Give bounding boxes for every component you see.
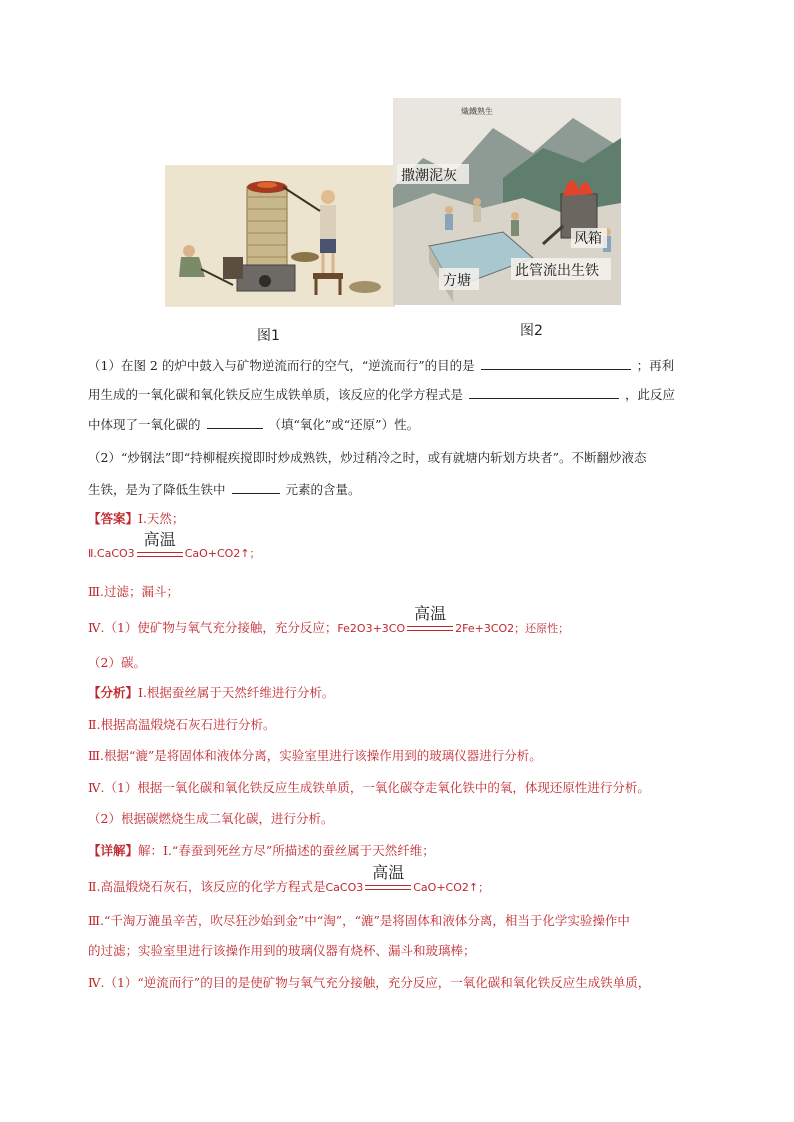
detail-line-iv1: Ⅳ.（1）“逆流而行”的目的是使矿物与氧气充分接触，充分反应，一氧化碳和氧化铁反应生成铁单质， bbox=[88, 975, 651, 990]
figure-2-caption: 图2 bbox=[520, 323, 543, 339]
analysis-label: 【分析】 bbox=[88, 685, 139, 700]
answer-line-i: 【答案】Ⅰ.天然； bbox=[88, 511, 185, 526]
question-1-line-3: 中体现了一氧化碳的 （填“氧化”或“还原”）性。 bbox=[88, 417, 420, 432]
answer-line-iii: Ⅲ.过滤；漏斗； bbox=[88, 584, 180, 599]
answer-blank-1[interactable] bbox=[481, 357, 631, 370]
analysis-line-i: 【分析】Ⅰ.根据蚕丝属于天然纤维进行分析。 bbox=[88, 685, 335, 700]
detail-line-i: 【详解】解：Ⅰ.“春蚕到死丝方尽”所描述的蚕丝属于天然纤维； bbox=[88, 843, 435, 858]
label-sahuhuinihui: 撒潮泥灰 bbox=[401, 168, 457, 184]
question-1-line-2: 用生成的一氧化碳和氧化铁反应生成铁单质，该反应的化学方程式是 ，此反应 bbox=[88, 387, 676, 402]
figure-1-caption: 图1 bbox=[257, 328, 280, 344]
label-chushengtie: 此管流出生铁 bbox=[515, 263, 599, 279]
analysis-line-ii: Ⅱ.根据高温煅烧石灰石进行分析。 bbox=[88, 717, 276, 732]
detail-line-ii: Ⅱ.高温煅烧石灰石，该反应的化学方程式是CaCO3 高温 CaO+CO2↑； bbox=[88, 863, 490, 894]
analysis-line-iii: Ⅲ.根据“漉”是将固体和液体分离，实验室里进行该操作用到的玻璃仪器进行分析。 bbox=[88, 748, 542, 763]
answer-blank-4[interactable] bbox=[232, 481, 280, 494]
figure-2-image bbox=[393, 98, 621, 305]
question-2-line-2: 生铁，是为了降低生铁中 元素的含量。 bbox=[88, 482, 361, 497]
answer-label: 【答案】 bbox=[88, 511, 139, 526]
analysis-line-iv2: （2）根据碳燃烧生成二氧化碳，进行分析。 bbox=[88, 811, 334, 826]
answer-ii-condition: 高温 bbox=[143, 530, 176, 549]
answer-blank-2[interactable] bbox=[469, 386, 619, 399]
label-fangtang: 方塘 bbox=[443, 273, 471, 289]
answer-iv-condition: 高温 bbox=[414, 604, 447, 623]
answer-line-iv1: Ⅳ.（1）使矿物与氧气充分接触，充分反应；Fe2O3+3CO 高温 2Fe+3CO2；还原性； bbox=[88, 604, 570, 635]
figure-2-title: 熾鐵熟生 bbox=[461, 107, 493, 116]
figure-1-image bbox=[165, 165, 395, 307]
detail-ii-condition: 高温 bbox=[372, 863, 405, 882]
answer-line-ii: Ⅱ.CaCO3 高温 CaO+CO2↑； bbox=[88, 530, 261, 560]
label-fengxiang: 风箱 bbox=[574, 231, 602, 247]
detail-line-iii-2: 的过滤；实验室里进行该操作用到的玻璃仪器有烧杯、漏斗和玻璃棒； bbox=[88, 943, 476, 958]
question-1-line-1: （1）在图 2 的炉中鼓入与矿物逆流而行的空气，“逆流而行”的目的是 ；再利 bbox=[88, 358, 675, 373]
detail-line-iii-1: Ⅲ.“千淘万漉虽辛苦，吹尽狂沙始到金”中“淘”，“漉”是将固体和液体分离，相当于化学实验操作中 bbox=[88, 913, 630, 928]
answer-line-iv2: （2）碳。 bbox=[88, 655, 146, 670]
analysis-line-iv1: Ⅳ.（1）根据一氧化碳和氧化铁反应生成铁单质，一氧化碳夺走氧化铁中的氧，体现还原性进行分析。 bbox=[88, 780, 650, 795]
detail-label: 【详解】 bbox=[88, 843, 139, 858]
question-2-line-1: （2）“炒钢法”即“持柳棍疾搅即时炒成熟铁，炒过稍冷之时，或有就塘内斩划方块者”。不断翻炒液态 bbox=[88, 450, 647, 465]
answer-blank-3[interactable] bbox=[207, 416, 263, 429]
